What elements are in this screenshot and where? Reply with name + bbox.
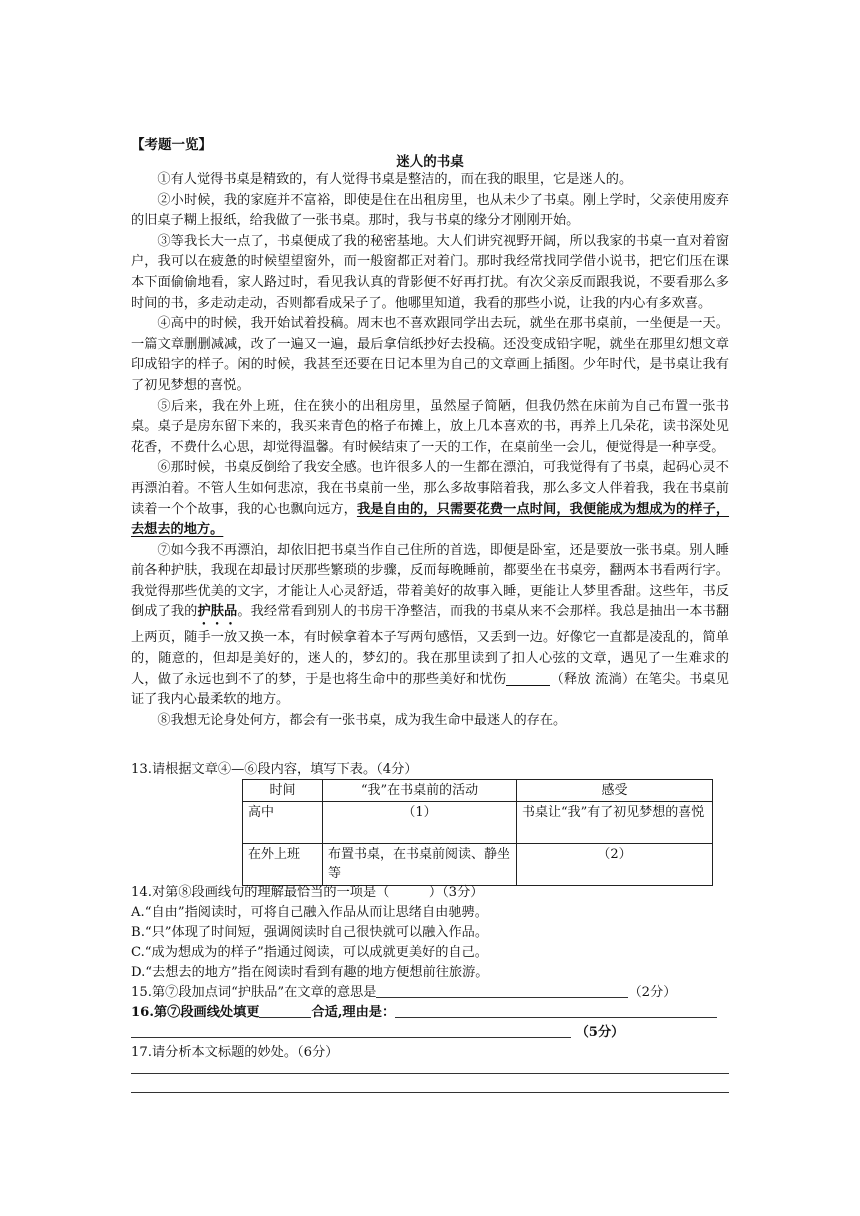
- question-16: [131, 1003, 731, 1023]
- table-cell: 在外上班: [243, 844, 323, 886]
- section-heading: 【考题一览】: [131, 137, 212, 153]
- paragraph-4: ④高中的时候，我开始试着投稿。周末也不喜欢跟同学出去玩，就坐在那书桌前，一坐便是一天。一篇文章删删减减，改了一遍又一遍，最后拿信纸抄好去投稿。还没变成铅字呢，就坐在那里幻想文章印成铅字的样子。闲的时候，我甚至还要在日记本里为自己的文章画上插图。少年时代，是书桌让我有了初见梦想的喜悦。: [131, 316, 729, 393]
- table-header-row: [243, 780, 713, 802]
- table-header: 感受: [517, 780, 713, 802]
- question-16-score: （5分）: [575, 1025, 625, 1040]
- answer-cell-1[interactable]: （1）: [323, 802, 517, 844]
- answer-table: [242, 779, 713, 886]
- paragraph-7-text-a: ⑦如今我不再漂泊，却依旧把书桌当作自己住所的首选，即便是卧室，还是要放一张书桌。别人睡前各种护肤，我现在却最讨厌那些繁琐的步骤，反而每晚睡前，都要坐在书桌旁，翻两本书看两行字。我觉得那些优美的文字，才能让人心灵舒适，带着美好的故事入睡，更能让人梦里香甜。这些年，书反倒成了我的: [131, 542, 729, 620]
- option-d[interactable]: D.“去想去的地方”指在阅读时看到有趣的地方便想前往旅游。: [131, 965, 489, 980]
- answer-cell-2[interactable]: （2）: [517, 844, 713, 886]
- question-16-text-a: 16.第⑦段画线处填更: [131, 1005, 260, 1020]
- table-cell: 书桌让“我”有了初见梦想的喜悦: [517, 802, 713, 844]
- answer-line[interactable]: [395, 1003, 717, 1018]
- question-15: [131, 983, 731, 1003]
- answer-line[interactable]: [376, 983, 628, 998]
- question-16-text-b: 合适,理由是：: [311, 1005, 396, 1020]
- question-15-text: 15.第⑦段加点词“护肤品”在文章的意思是: [131, 985, 377, 1000]
- paragraph-7-text-b: 。我经常看到别人的书房干净整洁，而我的书桌从来不会那样。我总是抽出一本书翻上两页，随手一放又换一本，有时候拿着本子写两句感悟，又丢到一边。好像它一直都是凌乱的，简单的，随意的，但却是美好的，迷人的，梦幻的。我在那里读到了扣人心弦的文章，遇见了一生难求的人，做了永远也到不了的梦，于是也将生命中的那些美好和忧伤: [131, 604, 730, 687]
- answer-line[interactable]: [131, 1092, 729, 1093]
- question-16-line-2: [131, 1023, 731, 1043]
- option-a[interactable]: A.“自由”指阅读时，可将自己融入作品从而让思绪自由驰骋。: [131, 905, 488, 920]
- paragraph-3: ③等我长大一点了，书桌便成了我的秘密基地。大人们讲究视野开阔，所以我家的书桌一直对着窗户，我可以在疲惫的时候望望窗外，而一般窗都正对着门。那时我经常找同学借小说书，把它们压在课本下面偷偷地看，家人路过时，看见我认真的背影便不好再打扰。有次父亲反而跟我说，不要看那么多时间的书，多走动走动，否则都看成呆子了。他哪里知道，我看的那些小说，让我的内心有多欢喜。: [131, 233, 729, 311]
- question-14: [131, 883, 731, 983]
- table-row: [243, 844, 713, 886]
- question-15-score: （2分）: [628, 985, 677, 1000]
- paragraph-6-text: ⑥那时候，书桌反倒给了我安全感。也许很多人的一生都在漂泊，可我觉得有了书桌，起码心灵不再漂泊着。不管人生如何悲凉，我在书桌前一坐，那么多故事陪着我，那么多文人伴着我，我在书桌前读着一个个故事，我的心也飘向远方，: [131, 460, 729, 517]
- paragraph-6: [131, 458, 729, 540]
- table-header: 时间: [243, 780, 323, 802]
- question-13: 13.请根据文章④—⑥段内容，填写下表。（4分）: [131, 762, 418, 777]
- article-body: [131, 170, 729, 731]
- question-14-stem: 14.对第⑧段画线句的理解最恰当的一项是（ ）（3分）: [131, 885, 484, 900]
- article-title: 迷人的书桌: [396, 154, 464, 170]
- answer-line[interactable]: [131, 1023, 571, 1038]
- dotted-word: 护肤品: [197, 604, 238, 620]
- paragraph-7-text-c: （释放 流淌）在笔尖。书桌见证了我内心最柔软的地方。: [131, 671, 729, 708]
- answer-blank[interactable]: [259, 1003, 311, 1018]
- table-cell: 高中: [243, 802, 323, 844]
- fill-blank[interactable]: [506, 671, 550, 685]
- paragraph-2: ②小时候，我的家庭并不富裕，即使是住在出租房里，也从未少了书桌。刚上学时，父亲使用废弃的旧桌子糊上报纸，给我做了一张书桌。那时，我与书桌的缘分才刚刚开始。: [131, 192, 729, 229]
- paragraph-8: ⑧我想无论身处何方，都会有一张书桌，成为我生命中最迷人的存在。: [157, 712, 567, 728]
- option-b[interactable]: B.“只”体现了时间短，强调阅读时自己很快就可以融入作品。: [131, 925, 489, 940]
- question-17: 17.请分析本文标题的妙处。（6分）: [131, 1045, 339, 1060]
- underlined-sentence: 我是自由的，只需要花费一点时间，我便能成为想成为的样子，去想去的地方。: [131, 501, 730, 538]
- paragraph-7: [131, 541, 729, 711]
- table-row: [243, 802, 713, 844]
- answer-line[interactable]: [131, 1073, 729, 1074]
- table-header: “我”在书桌前的活动: [323, 780, 517, 802]
- paragraph-1: ①有人觉得书桌是精致的，有人觉得书桌是整洁的，而在我的眼里，它是迷人的。: [157, 172, 633, 187]
- paragraph-5: ⑤后来，我在外上班，住在狭小的出租房里，虽然屋子简陋，但我仍然在床前为自己布置一张书桌。桌子是房东留下来的，我买来青色的格子布摊上，放上几本喜欢的书，再养上几朵花，读书深处见花香，不费什么心思，却觉得温馨。有时候结束了一天的工作，在桌前坐一会儿，便觉得是一种享受。: [131, 398, 729, 455]
- table-cell: 布置书桌，在书桌前阅读、静坐等: [323, 844, 517, 886]
- option-c[interactable]: C.“成为想成为的样子”指通过阅读，可以成就更美好的自己。: [131, 945, 488, 960]
